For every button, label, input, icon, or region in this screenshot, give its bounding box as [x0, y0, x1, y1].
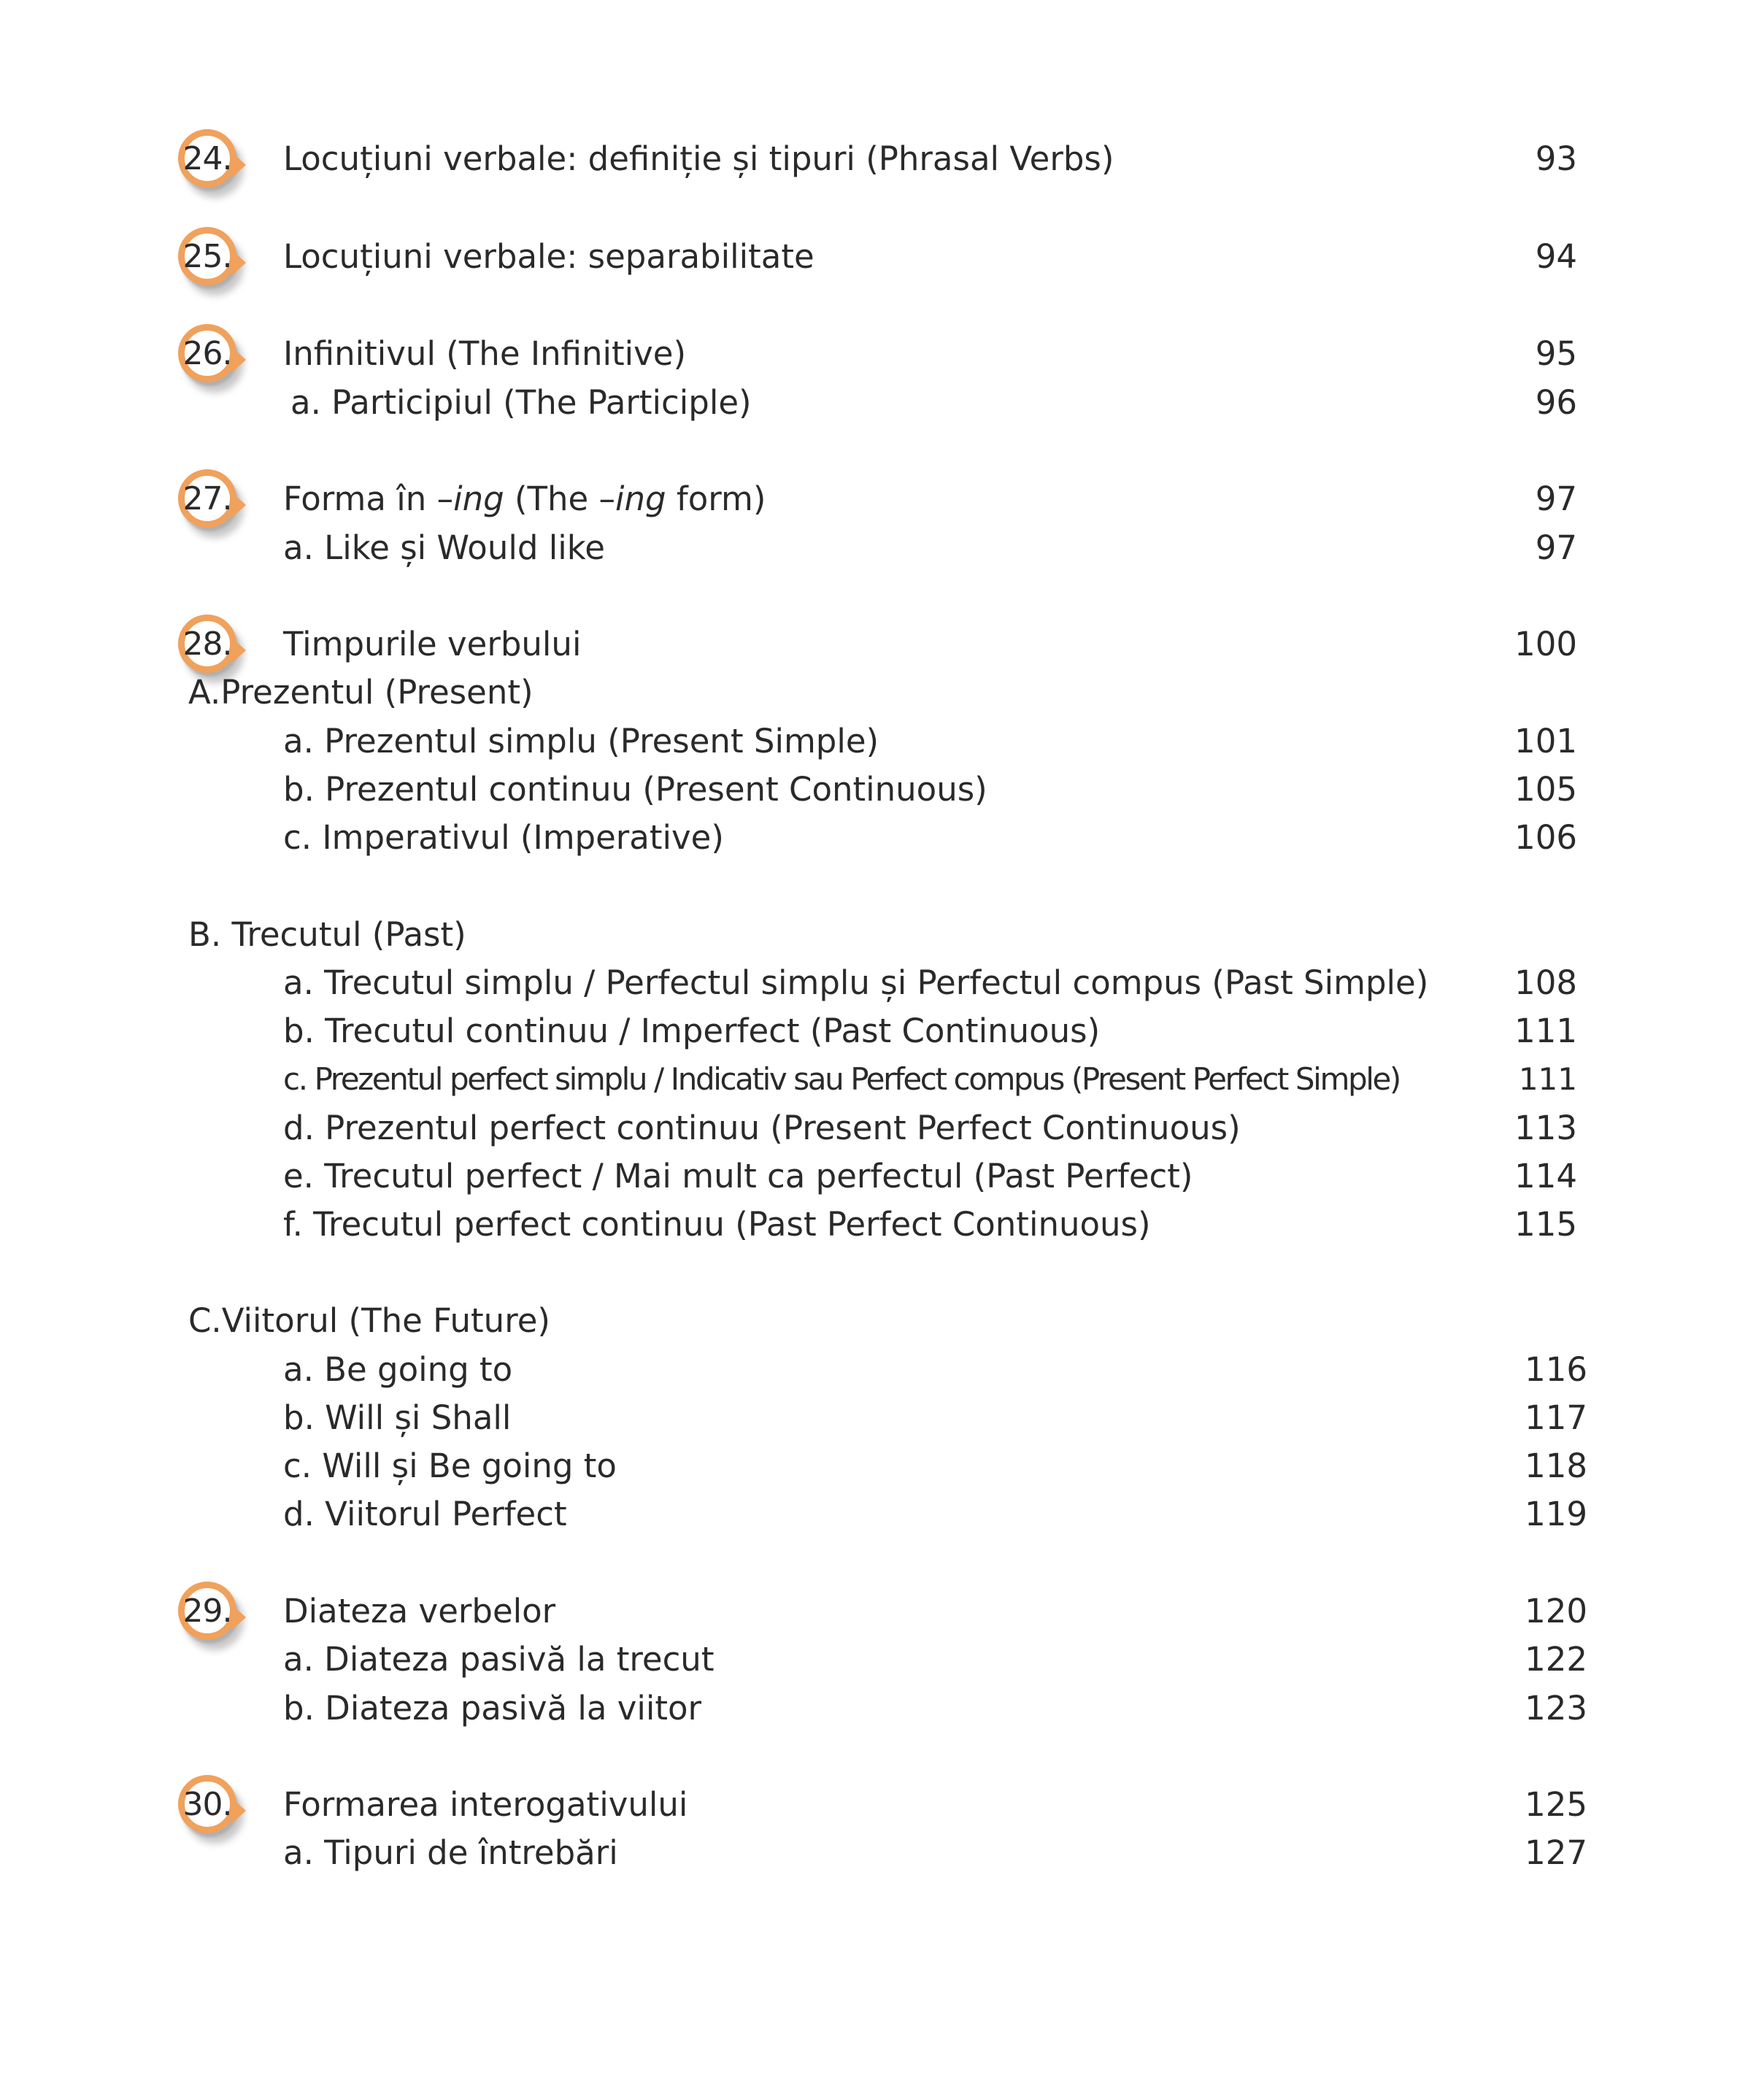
toc-page-number: 97 — [1535, 528, 1577, 567]
toc-page-number: 95 — [1535, 334, 1577, 373]
toc-subentry[interactable] — [0, 518, 1764, 577]
toc-line — [290, 373, 1577, 431]
toc-page-number: 94 — [1535, 236, 1577, 276]
toc-page-number: 108 — [1514, 963, 1577, 1002]
toc-title: c. Will și Be going to — [283, 1446, 617, 1485]
toc-title: a. Be going to — [283, 1349, 513, 1389]
section-heading-future: C.Viitorul (The Future) — [188, 1301, 550, 1340]
toc-title: a. Prezentul simplu (Present Simple) — [283, 721, 879, 760]
toc-title: a. Diateza pasivă la trecut — [283, 1639, 715, 1679]
chapter-number: 28. — [182, 625, 232, 663]
section-heading-past: B. Trecutul (Past) — [188, 914, 466, 954]
chapter-number: 26. — [182, 334, 232, 372]
chapter-number: 25. — [182, 237, 232, 275]
title-part: form) — [666, 479, 766, 518]
toc-page-number: 105 — [1514, 769, 1577, 809]
toc-page-number: 101 — [1514, 721, 1577, 760]
chapter-number-badge — [178, 227, 236, 285]
toc-title: Locuțiuni verbale: separabilitate — [283, 236, 814, 276]
toc-line — [283, 1484, 1587, 1543]
dot-leader — [730, 808, 1509, 866]
chapter-number-badge — [178, 129, 236, 188]
toc-subentry[interactable] — [0, 373, 1764, 431]
toc-title: d. Prezentul perfect continuu (Present Perfect Continuous) — [283, 1108, 1241, 1147]
toc-line — [283, 808, 1577, 866]
toc-page-number: 93 — [1535, 139, 1577, 178]
dot-leader — [1157, 1195, 1509, 1253]
toc-title: a. Tipuri de întrebări — [283, 1833, 618, 1872]
toc-title: b. Prezentul continuu (Present Continuous) — [283, 769, 987, 809]
toc-page-number: 122 — [1525, 1639, 1587, 1679]
toc-entry-25[interactable] — [0, 227, 1764, 285]
toc-title: b. Diateza pasivă la viitor — [283, 1688, 702, 1728]
toc-title — [283, 480, 769, 518]
toc-page-number: 113 — [1514, 1108, 1577, 1147]
toc-page-number: 111 — [1518, 1060, 1577, 1097]
toc-page-number: 97 — [1535, 479, 1577, 518]
toc-subentry[interactable] — [0, 1195, 1764, 1253]
dot-leader — [707, 1679, 1519, 1737]
toc-title: a. Participiul (The Participle) — [290, 382, 752, 422]
toc-subentry[interactable] — [0, 1823, 1764, 1882]
toc-entry-24[interactable] — [0, 129, 1764, 188]
toc-page-number: 125 — [1525, 1784, 1587, 1824]
dot-leader — [587, 615, 1509, 673]
toc-page-number: 118 — [1525, 1446, 1587, 1485]
toc-title: e. Trecutul perfect / Mai mult ca perfectul (Past Perfect) — [283, 1156, 1193, 1195]
toc-title: a. Trecutul simplu / Perfectul simplu și Perfectul compus (Past Simple) — [283, 963, 1429, 1002]
toc-title: Infinitivul (The Infinitive) — [283, 334, 686, 373]
toc-page-number: 96 — [1535, 382, 1577, 422]
dot-leader — [573, 1484, 1519, 1543]
title-part: Forma în – — [283, 479, 454, 518]
dot-leader — [1120, 129, 1529, 188]
toc-page-number: 115 — [1514, 1204, 1577, 1244]
toc-page-number: 120 — [1525, 1591, 1587, 1630]
toc-subentry[interactable] — [0, 1679, 1764, 1737]
toc-subentry[interactable] — [0, 808, 1764, 866]
chapter-number: 27. — [182, 480, 232, 517]
toc-title: f. Trecutul perfect continuu (Past Perfect Continuous) — [283, 1204, 1151, 1244]
toc-page-number: 123 — [1525, 1688, 1587, 1728]
dot-leader — [820, 227, 1530, 285]
toc-line — [283, 518, 1577, 577]
toc-title: b. Will și Shall — [283, 1398, 512, 1437]
toc-title: Formarea interogativului — [283, 1784, 688, 1824]
toc-title: a. Like și Would like — [283, 528, 605, 567]
chapter-number: 29. — [182, 1592, 232, 1630]
toc-title: c. Prezentul perfect simplu / Indicativ sau Perfect compus (Present Perfect Simple) — [283, 1060, 1400, 1097]
section-heading-present: A.Prezentul (Present) — [188, 672, 534, 712]
toc-page-number: 127 — [1525, 1833, 1587, 1872]
toc-page-number: 116 — [1525, 1349, 1587, 1389]
toc-page-number: 100 — [1514, 624, 1577, 663]
toc-title: Locuțiuni verbale: definiție și tipuri (Phrasal Verbs) — [283, 139, 1114, 178]
toc-title: Diateza verbelor — [283, 1591, 556, 1630]
dot-leader — [611, 518, 1530, 577]
toc-line — [283, 1195, 1577, 1253]
toc-title: d. Viitorul Perfect — [283, 1494, 567, 1533]
title-part: (The – — [504, 479, 616, 518]
toc-line — [283, 1679, 1587, 1737]
toc-line — [283, 227, 1577, 285]
toc-page-number: 106 — [1514, 817, 1577, 857]
chapter-number: 30. — [182, 1785, 232, 1823]
toc-page-number: 117 — [1525, 1398, 1587, 1437]
dot-leader — [758, 373, 1530, 431]
chapter-number: 24. — [182, 139, 232, 177]
toc-page-number: 119 — [1525, 1494, 1587, 1533]
title-part-italic: ing — [615, 479, 666, 518]
toc-line — [283, 129, 1577, 188]
toc-title: c. Imperativul (Imperative) — [283, 817, 724, 857]
toc-line — [283, 1823, 1587, 1882]
dot-leader — [624, 1823, 1519, 1882]
toc-page-number: 114 — [1514, 1156, 1577, 1195]
toc-title: Timpurile verbului — [283, 624, 582, 663]
toc-subentry[interactable] — [0, 1484, 1764, 1543]
toc-title: b. Trecutul continuu / Imperfect (Past Continuous) — [283, 1011, 1101, 1050]
toc-page-number: 111 — [1514, 1011, 1577, 1050]
title-part-italic: ing — [453, 479, 504, 518]
